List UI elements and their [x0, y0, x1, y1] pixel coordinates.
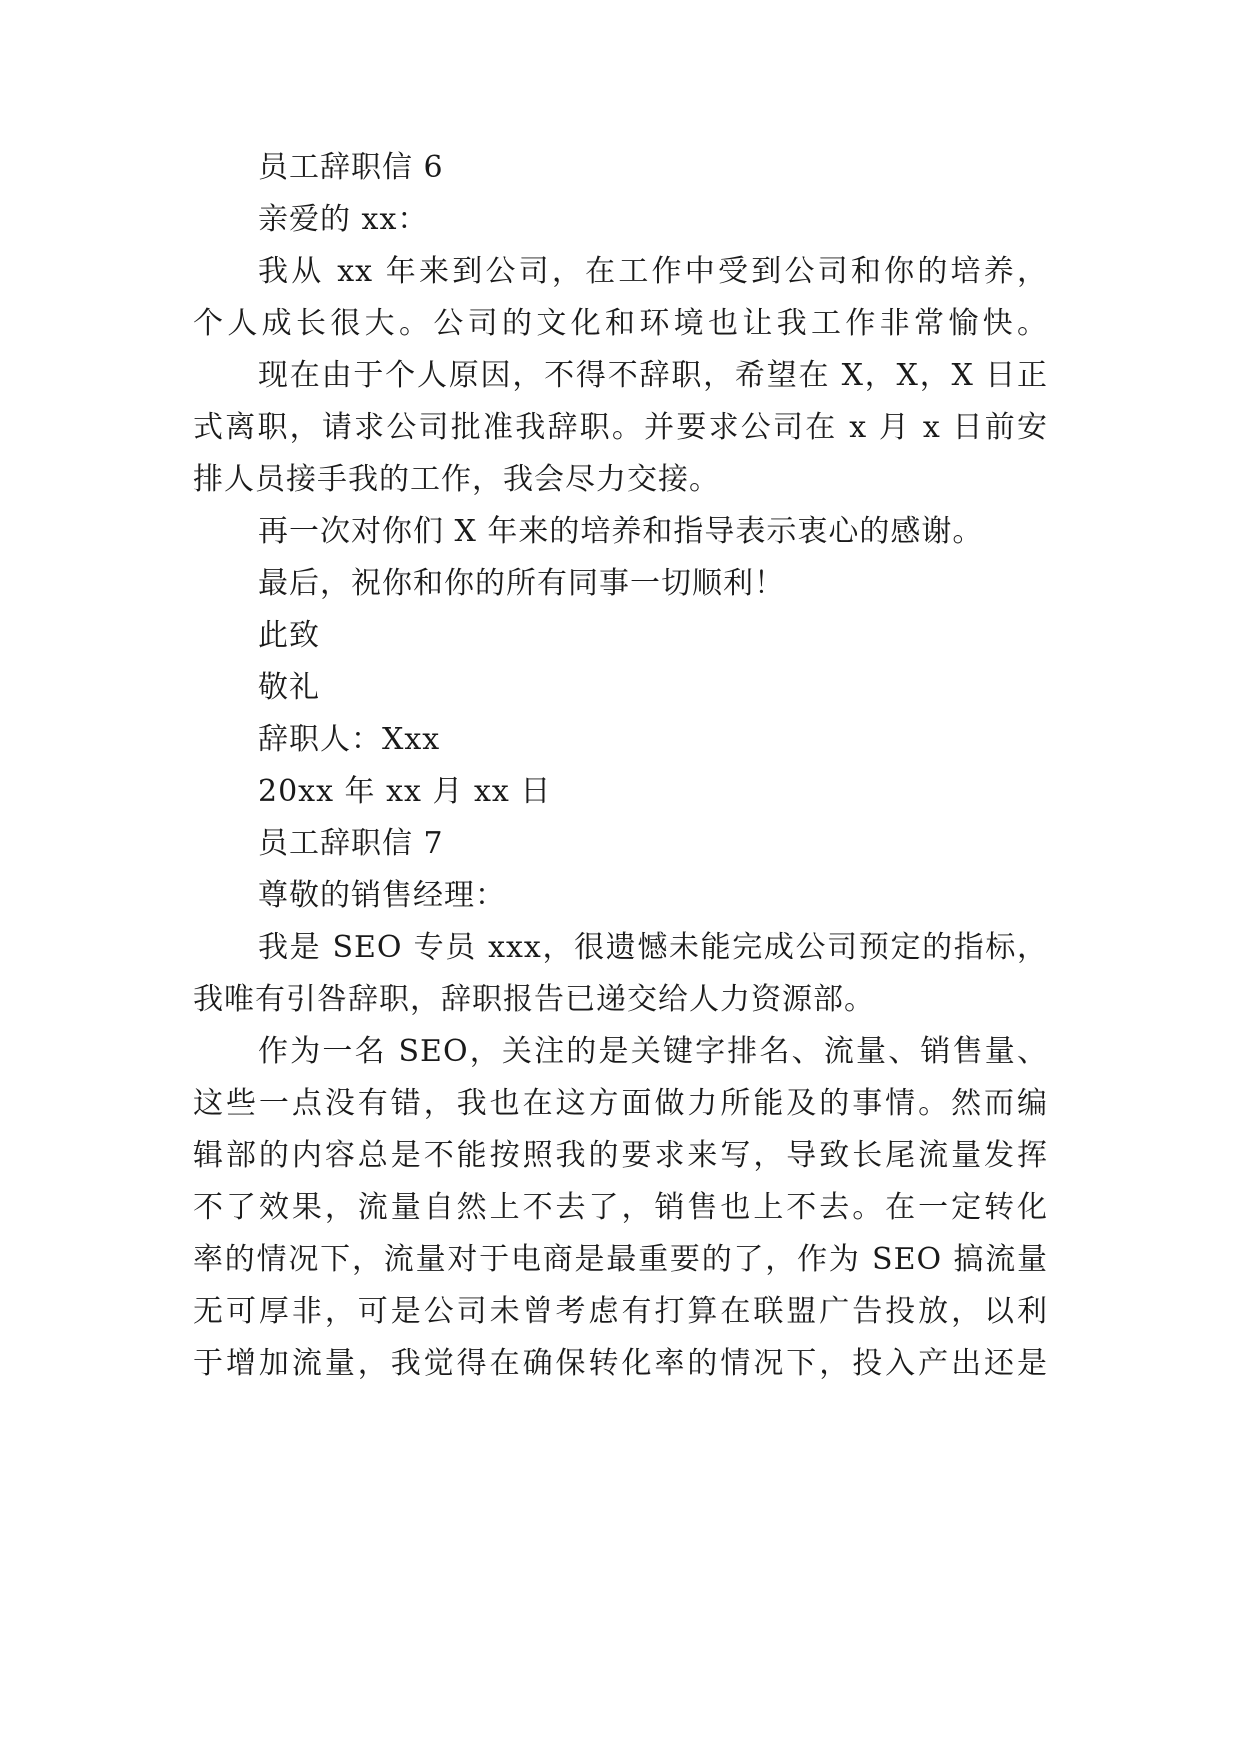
paragraph-line: 我唯有引咎辞职，辞职报告已递交给人力资源部。 [193, 982, 875, 1017]
paragraph-line: 辑部的内容总是不能按照我的要求来写，导致长尾流量发挥 [193, 1138, 1048, 1173]
date-line: 20xx 年 xx 月 xx 日 [258, 774, 552, 809]
paragraph-line: 率的情况下，流量对于电商是最重要的了，作为 SEO 搞流量 [193, 1242, 1048, 1277]
paragraph-line: 我从 xx 年来到公司，在工作中受到公司和你的培养， [258, 254, 1048, 289]
paragraph-line: 我是 SEO 专员 xxx，很遗憾未能完成公司预定的指标， [258, 930, 1048, 965]
paragraph-line: 无可厚非，可是公司未曾考虑有打算在联盟广告投放，以利 [193, 1294, 1048, 1329]
paragraph-line: 式离职，请求公司批准我辞职。并要求公司在 x 月 x 日前安 [193, 410, 1048, 445]
paragraph-line: 最后，祝你和你的所有同事一切顺利！ [258, 566, 785, 601]
paragraph-line: 现在由于个人原因，不得不辞职，希望在 X，X，X 日正 [258, 358, 1048, 393]
salutation: 亲爱的 xx： [258, 202, 429, 237]
paragraph-line: 这些一点没有错，我也在这方面做力所能及的事情。然而编 [193, 1086, 1048, 1121]
signature-line: 辞职人：Xxx [258, 722, 441, 757]
letter-heading-7: 员工辞职信 7 [258, 826, 444, 861]
paragraph-line: 于增加流量，我觉得在确保转化率的情况下，投入产出还是 [193, 1346, 1048, 1381]
paragraph-line: 个人成长很大。公司的文化和环境也让我工作非常愉快。 [193, 306, 1048, 341]
salutation: 尊敬的销售经理： [258, 878, 506, 913]
closing-phrase: 此致 [258, 618, 320, 653]
closing-phrase: 敬礼 [258, 670, 320, 705]
paragraph-line: 不了效果，流量自然上不去了，销售也上不去。在一定转化 [193, 1190, 1048, 1225]
paragraph-line: 再一次对你们 X 年来的培养和指导表示衷心的感谢。 [258, 514, 984, 549]
paragraph-line: 排人员接手我的工作，我会尽力交接。 [193, 462, 720, 497]
letter-heading-6: 员工辞职信 6 [258, 150, 444, 185]
paragraph-line: 作为一名 SEO，关注的是关键字排名、流量、销售量、 [258, 1034, 1048, 1069]
